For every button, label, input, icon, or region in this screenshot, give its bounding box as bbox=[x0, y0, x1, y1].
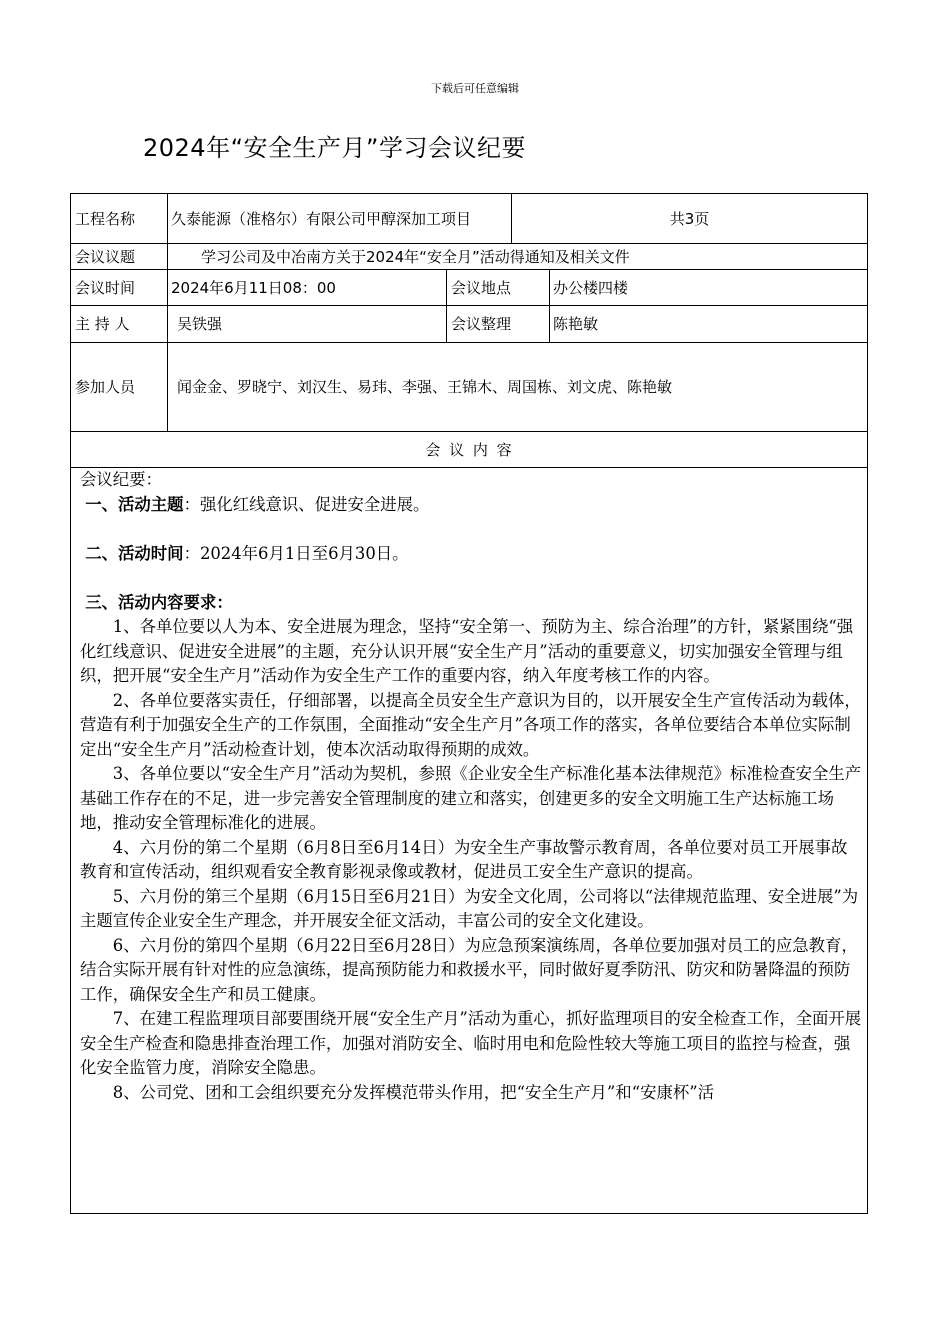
section-time-text: ：2024年6月1日至6月30日。 bbox=[183, 543, 409, 563]
time-label: 会议时间 bbox=[75, 278, 136, 297]
topic-value: 学习公司及中冶南方关于2024年“安全月”活动得通知及相关文件 bbox=[201, 247, 630, 266]
topic-label: 会议议题 bbox=[75, 247, 136, 266]
recorder-value: 陈艳敏 bbox=[553, 315, 599, 333]
section-time-label: 二、活动时间 bbox=[85, 543, 184, 563]
table-rule bbox=[549, 269, 550, 342]
place-value: 办公楼四楼 bbox=[553, 278, 629, 297]
section-requirements-label: 三、活动内容要求： bbox=[85, 592, 233, 612]
time-value: 2024年6月11日08：00 bbox=[171, 278, 336, 297]
requirement-item: 2、各单位要落实责任，仔细部署，以提高全员安全生产意识为目的，以开展安全生产宣传活动为载体，营造有利于加强安全生产的工作氛围，全面推动“安全生产月”各项工作的落实，各单位要结合本单位实际制定出“安全生产月”活动检查计划，使本次活动取得预期的成效。 bbox=[80, 690, 861, 759]
document-title: 2024年“安全生产月”学习会议纪要 bbox=[143, 134, 526, 162]
header-note: 下载后可任意编辑 bbox=[431, 82, 519, 95]
attendees-label: 参加人员 bbox=[75, 378, 136, 396]
host-label: 主 持 人 bbox=[75, 315, 130, 333]
requirement-item: 5、六月份的第三个星期（6月15日至6月21日）为安全文化周，公司将以“法律规范监理、安全进展”为主题宣传企业安全生产理念，并开展安全征文活动，丰富公司的安全文化建设。 bbox=[80, 886, 859, 930]
requirement-item: 3、各单位要以“安全生产月”活动为契机，参照《企业安全生产标准化基本法律规范》标准检查安全生产基础工作存在的不足，进一步完善安全管理制度的建立和落实，创建更多的安全文明施工生产达标施工场地，推动安全管理标准化的进展。 bbox=[80, 764, 862, 832]
section-theme-text: ：强化红线意识、促进安全进展。 bbox=[183, 494, 430, 514]
project-label: 工程名称 bbox=[75, 210, 136, 228]
attendees-value: 闻金金、罗晓宁、刘汉生、易玮、李强、王锦木、周国栋、刘文虎、陈艳敏 bbox=[177, 378, 673, 396]
place-label: 会议地点 bbox=[451, 278, 512, 297]
table-rule bbox=[167, 194, 168, 431]
meeting-content bbox=[80, 468, 862, 1105]
project-value: 久泰能源（准格尔）有限公司甲醇深加工项目 bbox=[171, 210, 472, 228]
content-intro: 会议纪要： bbox=[80, 470, 162, 489]
table-rule bbox=[446, 269, 447, 342]
section-theme bbox=[80, 493, 862, 518]
requirement-item: 7、在建工程监理项目部要围绕开展“安全生产月”活动为重心，抓好监理项目的安全检查工作，全面开展安全生产检查和隐患排查治理工作，加强对消防安全、临时用电和危险性较大等施工项目的监控与检查，强化安全监管力度，消除安全隐患。 bbox=[80, 1009, 862, 1077]
content-header: 会 议 内 容 bbox=[425, 440, 514, 459]
section-theme-label: 一、活动主题 bbox=[85, 494, 184, 514]
section-time bbox=[80, 542, 862, 567]
recorder-label: 会议整理 bbox=[451, 315, 512, 333]
requirement-item: 4、六月份的第二个星期（6月8日至6月14日）为安全生产事故警示教育周，各单位要对员工开展事故教育和宣传活动，组织观看安全教育影视录像或教材，促进员工安全生产意识的提高。 bbox=[80, 837, 848, 881]
requirement-item: 6、六月份的第四个星期（6月22日至6月28日）为应急预案演练周，各单位要加强对员工的应急教育，结合实际开展有针对性的应急演练，提高预防能力和救援水平，同时做好夏季防汛、防灾和防暑降温的预防工作，确保安全生产和员工健康。 bbox=[80, 935, 858, 1004]
host-value: 吴铁强 bbox=[177, 315, 223, 333]
requirement-item: 1、各单位要以人为本、安全进展为理念，坚持“安全第一、预防为主、综合治理”的方针，紧紧围绕“强化红线意识、促进安全进展”的主题，充分认识开展“安全生产月”活动的重要意义，切实加强安全管理与组织，把开展“安全生产月”活动作为安全生产工作的重要内容，纳入年度考核工作的内容。 bbox=[80, 617, 854, 685]
section-requirements bbox=[80, 591, 862, 616]
page-count: 共3页 bbox=[669, 210, 710, 228]
requirement-item: 8、公司党、团和工会组织要充分发挥模范带头作用，把“安全生产月”和“安康杯”活 bbox=[112, 1082, 715, 1102]
